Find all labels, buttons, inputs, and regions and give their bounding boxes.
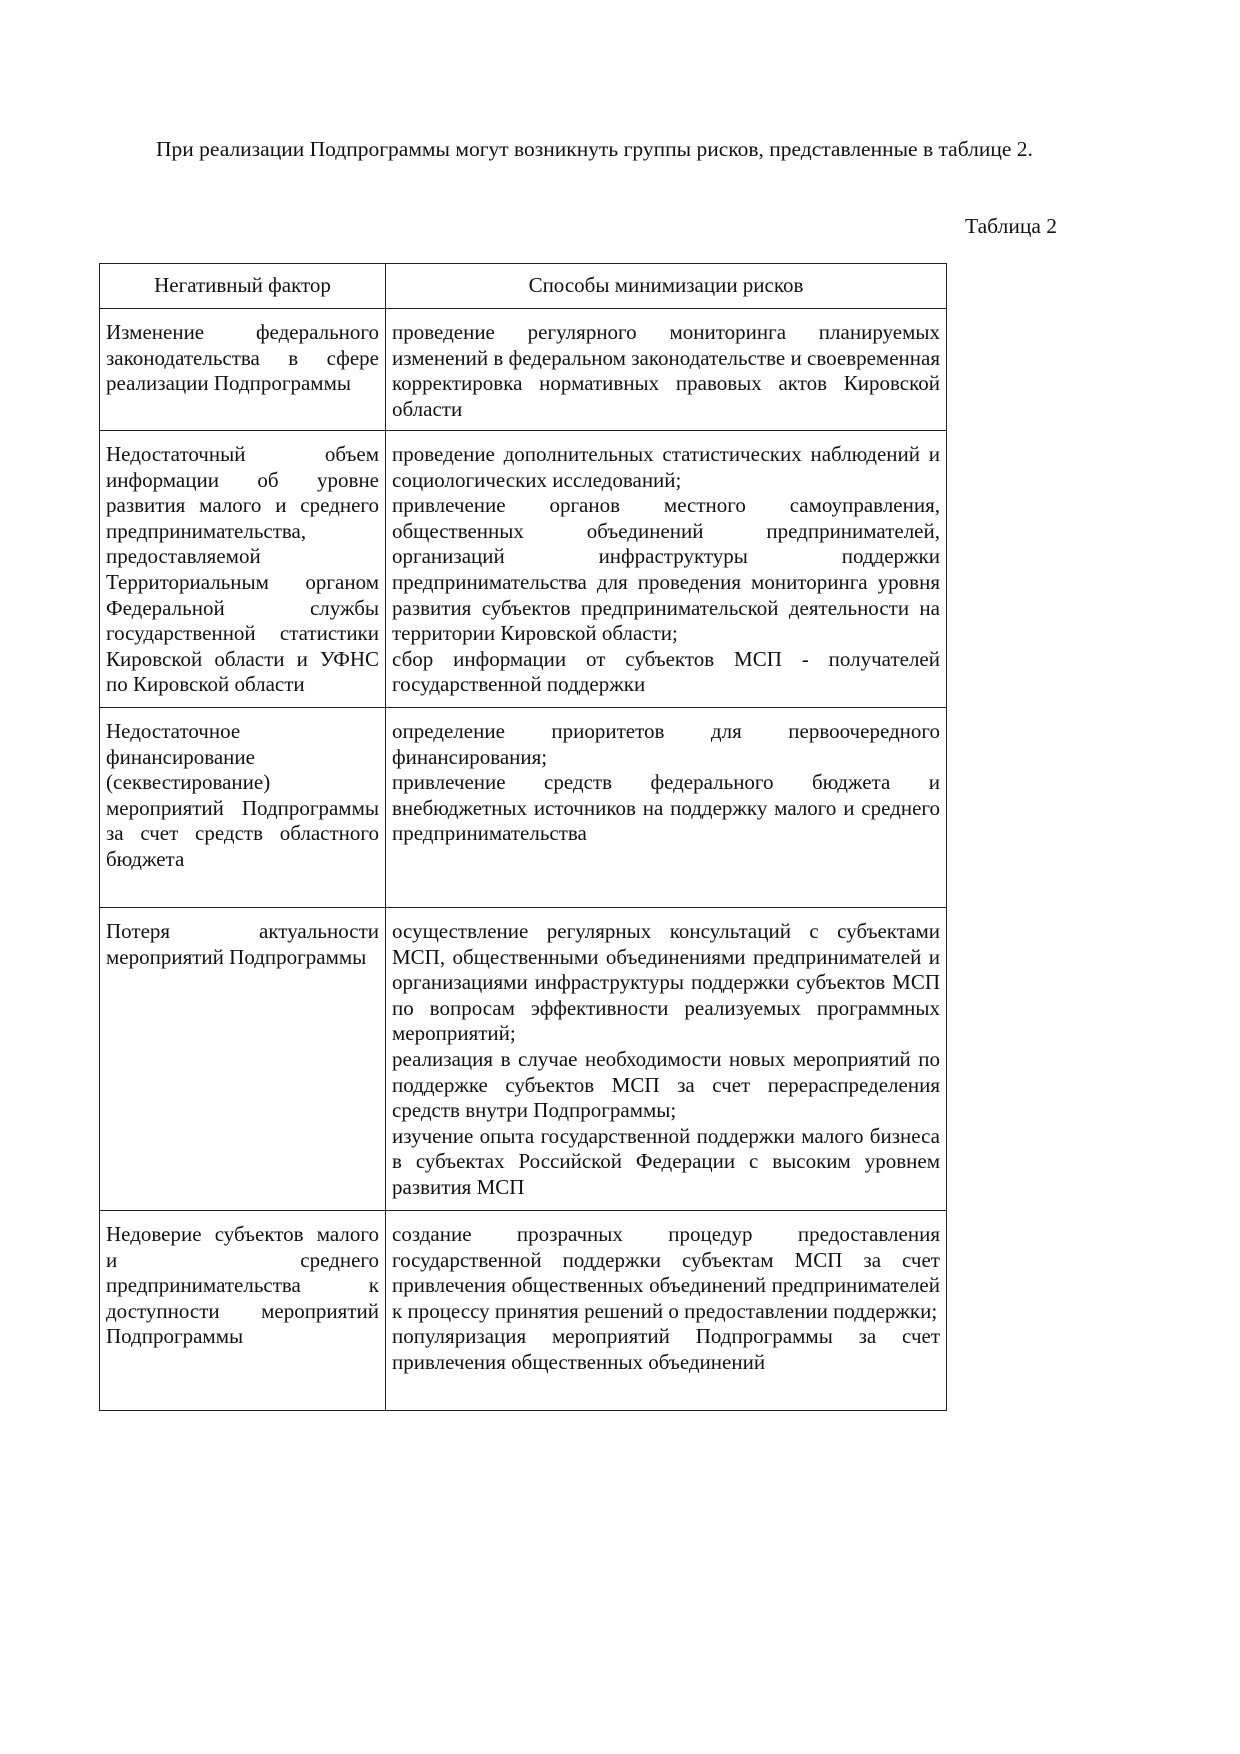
- risks-table: [99, 263, 947, 1411]
- table-row: [100, 431, 947, 708]
- measure-item: определение приоритетов для первоочередного финансирования;: [392, 719, 940, 769]
- table-header-row: [100, 264, 947, 309]
- table-row: [100, 1211, 947, 1411]
- header-risk-mitigation: Способы минимизации рисков: [386, 264, 947, 309]
- table-caption: Таблица 2: [965, 214, 1057, 238]
- measure-item: изучение опыта государственной поддержки малого бизнеса в субъектах Российской Федерации с высоким уровнем развития МСП: [392, 1123, 940, 1199]
- table-row: [100, 908, 947, 1211]
- measures-cell: [386, 309, 947, 431]
- measures-cell: [386, 1211, 947, 1411]
- measure-item: сбор информации от субъектов МСП - получателей государственной поддержки: [392, 646, 940, 697]
- measure-item: проведение дополнительных статистических наблюдений и социологических исследований;: [392, 442, 940, 492]
- measures-cell: [386, 708, 947, 908]
- intro-paragraph: При реализации Подпрограммы могут возникнуть группы рисков, представленные в таблице 2.: [156, 137, 1033, 161]
- header-negative-factor: Негативный фактор: [100, 264, 386, 309]
- table-row: [100, 708, 947, 908]
- measure-item: привлечение органов местного самоуправления, общественных объединений предпринимателей, организаций инфраструктуры поддержки предпринимательства для проведения мониторинга уровня развития субъектов предпринимательской деятельности на территории Кировской области;: [392, 493, 940, 646]
- measure-item: реализация в случае необходимости новых мероприятий по поддержке субъектов МСП за счет перераспределения средств внутри Подпрограммы;: [392, 1046, 940, 1123]
- factor-cell: Потеря актуальности мероприятий Подпрограммы: [100, 908, 386, 1211]
- factor-cell: Недоверие субъектов малого и среднего предпринимательства к доступности мероприятий Подпрограммы: [100, 1211, 386, 1411]
- measures-cell: [386, 908, 947, 1211]
- factor-cell: Изменение федерального законодательства в сфере реализации Подпрограммы: [100, 309, 386, 431]
- table-row: [100, 309, 947, 431]
- factor-cell: Недостаточный объем информации об уровне развития малого и среднего предпринимательства, предоставляемой Территориальным органом Федеральной службы государственной статистики Кировской области и УФНС по Кировской области: [100, 431, 386, 708]
- measures-cell: [386, 431, 947, 708]
- measure-item: привлечение средств федерального бюджета и внебюджетных источников на поддержку малого и среднего предпринимательства: [392, 770, 940, 846]
- measure-item: популяризация мероприятий Подпрограммы за счет привлечения общественных объединений: [392, 1324, 940, 1374]
- factor-cell: Недостаточное финансирование (секвестирование) мероприятий Подпрограммы за счет средств областного бюджета: [100, 708, 386, 908]
- measure-item: проведение регулярного мониторинга планируемых изменений в федеральном законодательстве и своевременная корректировка нормативных правовых актов Кировской области: [392, 320, 940, 421]
- measure-item: создание прозрачных процедур предоставления государственной поддержки субъектам МСП за счет привлечения общественных объединений предпринимателей к процессу принятия решений о предоставлении поддержки;: [392, 1222, 940, 1323]
- measure-item: осуществление регулярных консультаций с субъектами МСП, общественными объединениями предпринимателей и организациями инфраструктуры поддержки субъектов МСП по вопросам эффективности реализуемых программных мероприятий;: [392, 919, 940, 1046]
